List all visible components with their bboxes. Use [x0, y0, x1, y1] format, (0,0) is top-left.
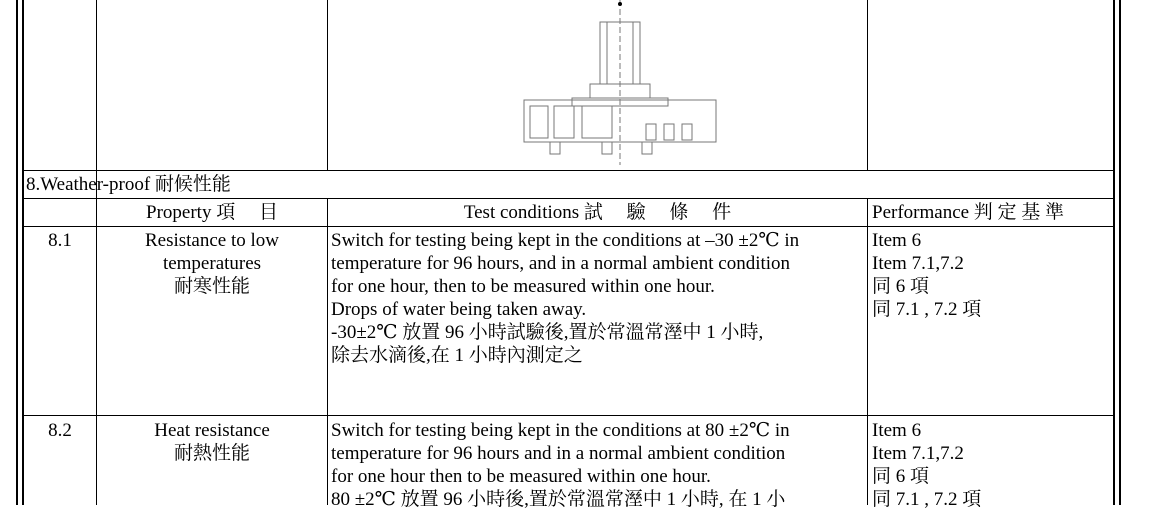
section-top-rule: [24, 170, 1113, 171]
row-number: 8.2: [48, 420, 72, 441]
row-condition-line: temperature for 96 hours and in a normal ambient condition: [331, 443, 786, 464]
header-performance: Performance 判 定 基 準: [872, 202, 1065, 223]
row-performance-line: Item 7.1,7.2: [872, 253, 964, 274]
row-performance-line: 同 7.1 , 7.2 項: [872, 489, 982, 510]
row-performance-line: 同 6 項: [872, 466, 930, 487]
outer-border-left-1: [16, 0, 18, 505]
row-performance-line: Item 6: [872, 230, 922, 251]
row-property-line: 耐寒性能: [173, 276, 250, 297]
row-property-line: temperatures: [162, 253, 262, 274]
section-title: 8.Weather-proof 耐候性能: [26, 174, 231, 195]
row-property-line: 耐熱性能: [173, 443, 250, 464]
header-test-conditions: Test conditions 試 驗 條 件: [463, 202, 732, 223]
row-condition-line: for one hour, then to be measured within one hour.: [331, 276, 715, 297]
switch-drawing: [520, 0, 720, 165]
column-divider-conditions: [867, 0, 868, 505]
row-condition-line: -30±2℃ 放置 96 小時試驗後,置於常溫常溼中 1 小時,: [331, 322, 764, 343]
row-condition-line: temperature for 96 hours, and in a normal ambient condition: [331, 253, 791, 274]
row-condition-line: 除去水滴後,在 1 小時內測定之: [331, 345, 583, 366]
row-number: 8.1: [48, 230, 72, 251]
column-divider-property: [327, 0, 328, 505]
row-condition-line: for one hour then to be measured within one hour.: [331, 466, 711, 487]
row-property-line: Heat resistance: [154, 420, 270, 441]
row-property-line: Resistance to low: [144, 230, 280, 251]
header-top-rule: [24, 198, 1113, 199]
row-performance-line: Item 6: [872, 420, 922, 441]
outer-border-right-1: [1113, 0, 1115, 505]
row-condition-line: Switch for testing being kept in the conditions at –30 ±2℃ in: [331, 230, 800, 251]
row-condition-line: Switch for testing being kept in the conditions at 80 ±2℃ in: [331, 420, 790, 441]
row-performance-line: 同 6 項: [872, 276, 930, 297]
section-row-mask: [97, 171, 1113, 198]
header-bottom-rule: [24, 226, 1113, 227]
row-divider: [24, 415, 1113, 416]
outer-border-right-2: [1119, 0, 1121, 505]
header-property: Property 項 目: [146, 202, 278, 223]
row-performance-line: 同 7.1 , 7.2 項: [872, 299, 982, 320]
row-condition-line: Drops of water being taken away.: [331, 299, 587, 320]
row-performance-line: Item 7.1,7.2: [872, 443, 964, 464]
row-condition-line: 80 ±2℃ 放置 96 小時後,置於常溫常溼中 1 小時, 在 1 小: [331, 489, 786, 510]
